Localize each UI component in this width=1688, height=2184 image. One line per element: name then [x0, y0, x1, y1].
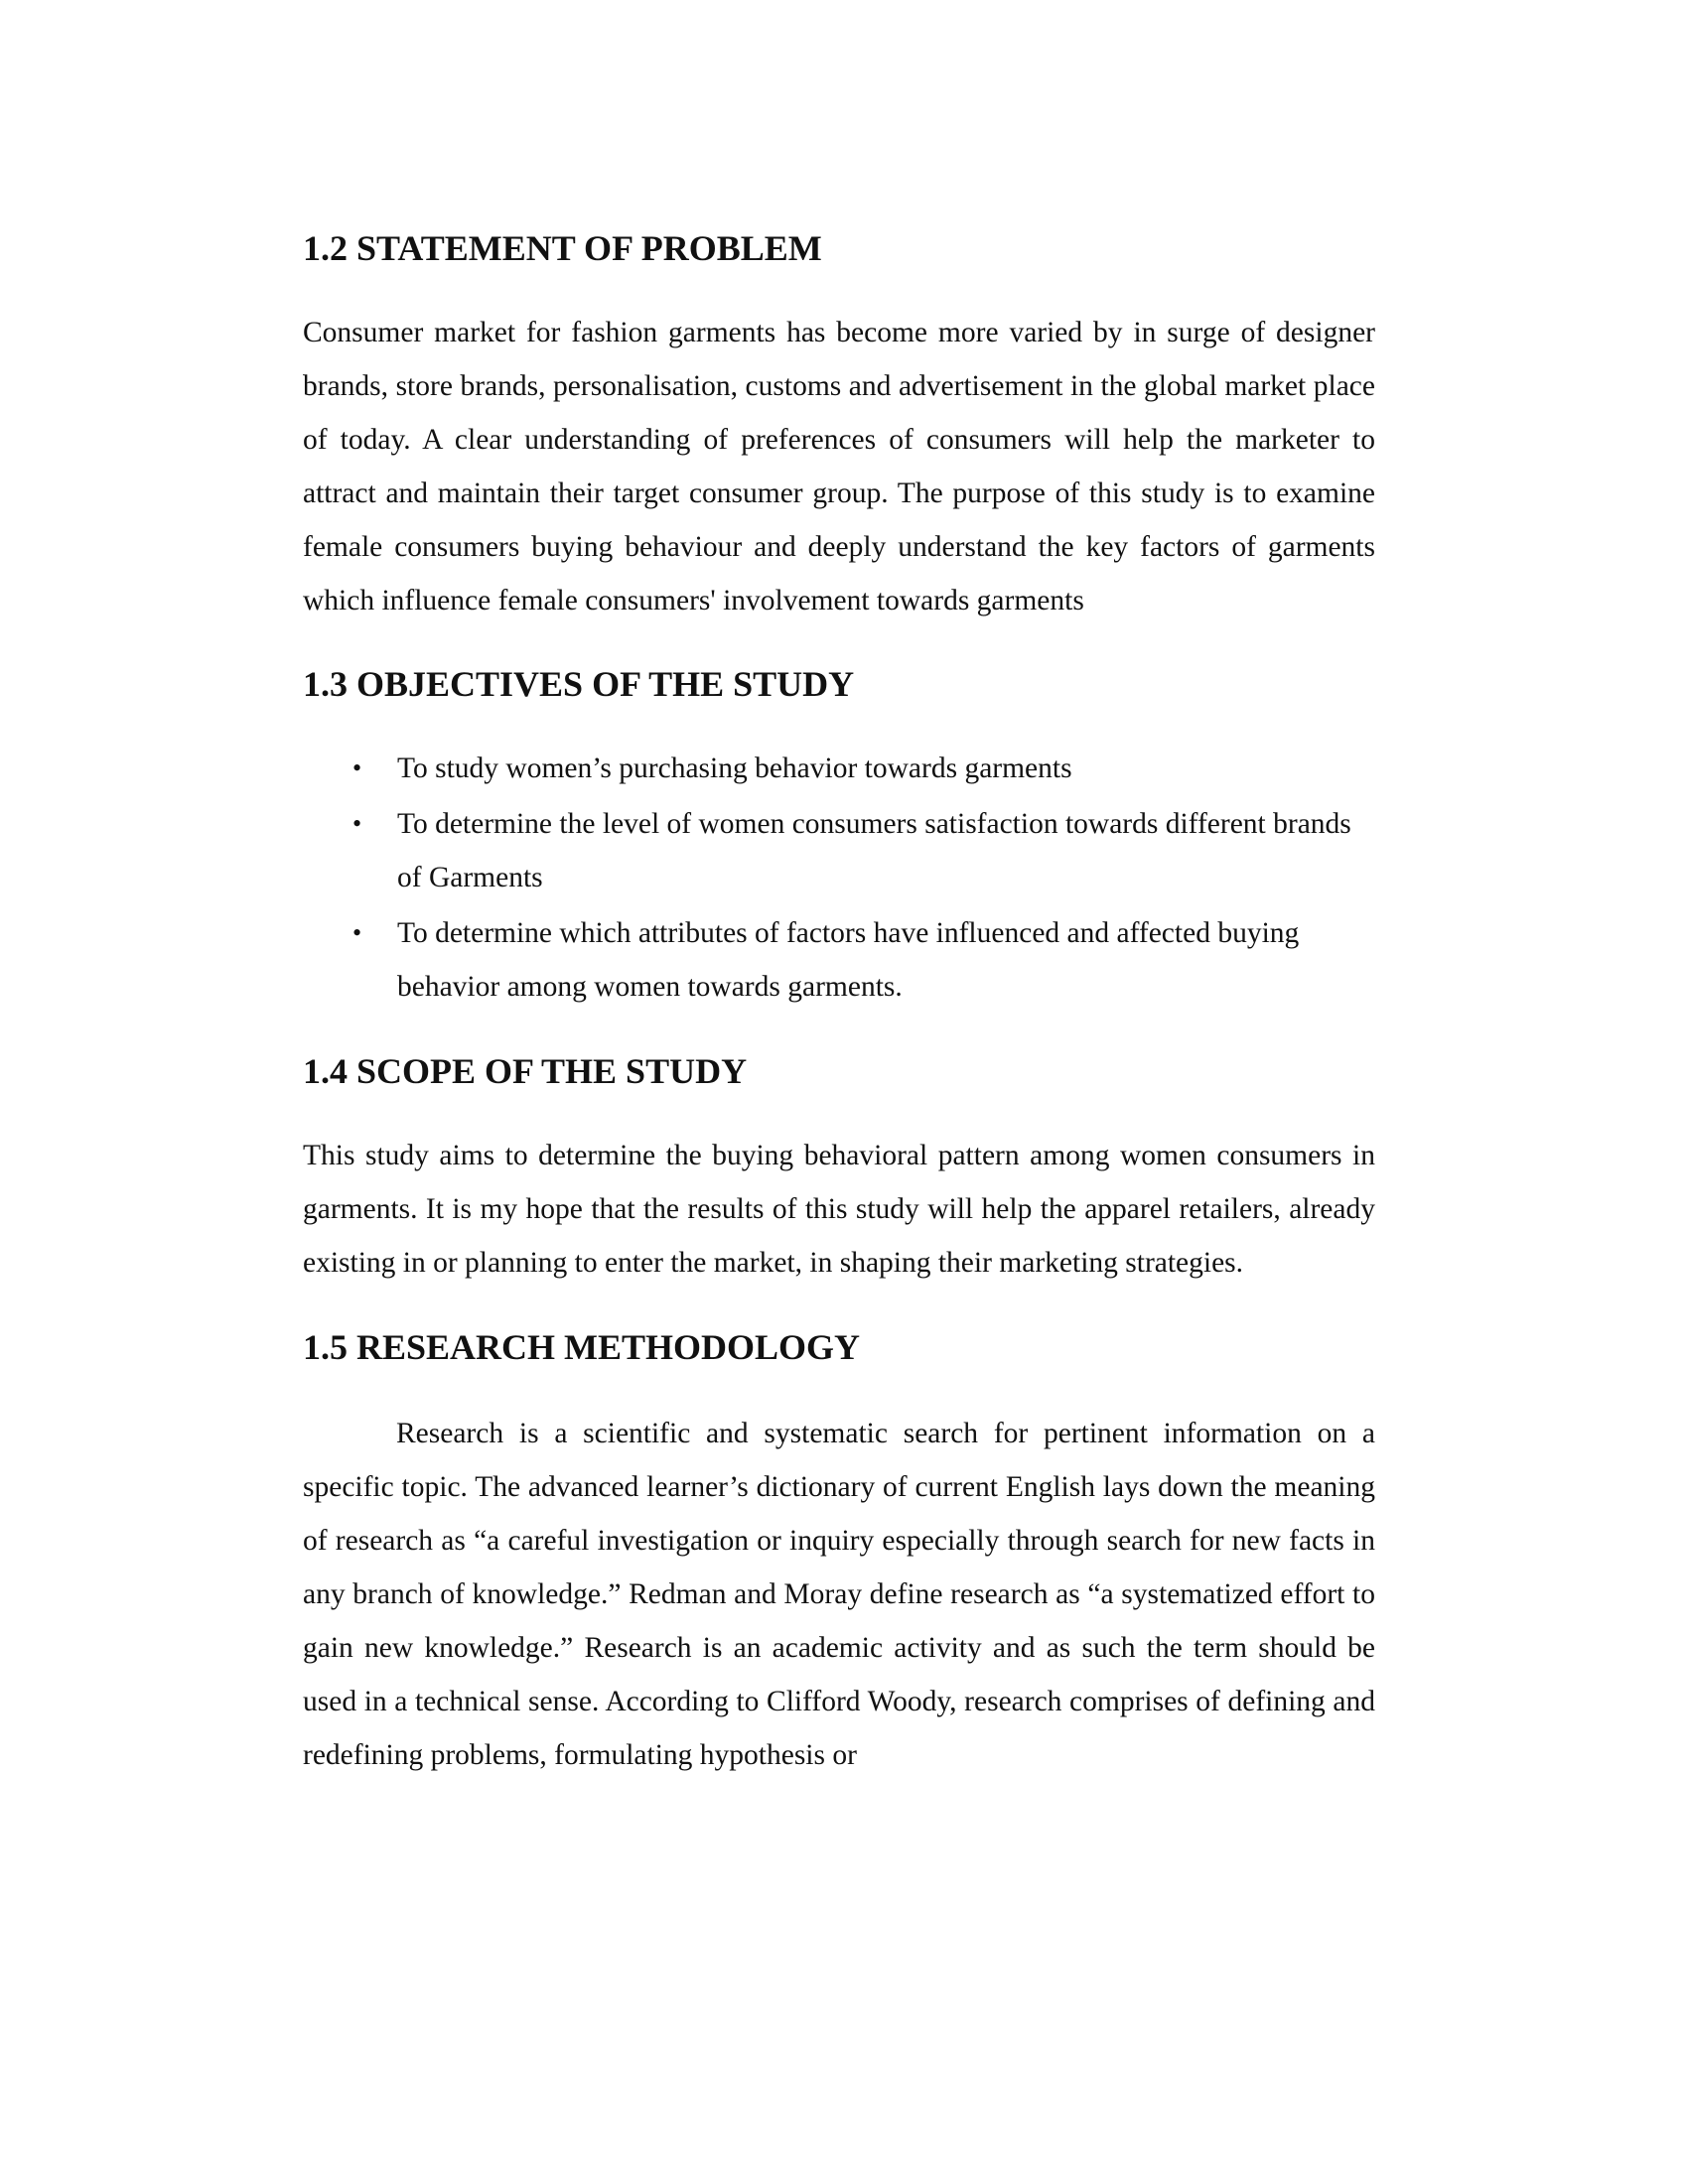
list-item: [303, 906, 1375, 1014]
paragraph-scope-of-study: This study aims to determine the buying behavioral pattern among women consumers in garments. It is my hope that the results of this study will help the apparel retailers, already existing in or planning to enter the market, in shaping their marketing strategies.: [303, 1140, 1375, 1279]
list-item: [303, 742, 1375, 795]
list-item-text: To determine the level of women consumers satisfaction towards different brands of Garments: [397, 808, 1351, 893]
page-content: [303, 226, 1375, 1782]
list-item-text: To study women’s purchasing behavior towards garments: [397, 752, 1072, 784]
heading-statement-of-problem: 1.2 STATEMENT OF PROBLEM: [303, 228, 822, 268]
paragraph-research-methodology: Research is a scientific and systematic search for pertinent information on a specific topic. The advanced learner’s dictionary of current English lays down the meaning of research as “a careful investigation or inquiry especially through search for new facts in any branch of knowledge.” Redman and Moray define research as “a systematized effort to gain new knowledge.” Research is an academic activity and as such the term should be used in a technical sense. According to Clifford Woody, research comprises of defining and redefining problems, formulating hypothesis or: [303, 1418, 1375, 1771]
heading-objectives-of-study: 1.3 OBJECTIVES OF THE STUDY: [303, 664, 855, 704]
bullet-icon: •: [352, 918, 362, 947]
list-item: [303, 797, 1375, 904]
heading-research-methodology: 1.5 RESEARCH METHODOLOGY: [303, 1327, 861, 1367]
heading-scope-of-study: 1.4 SCOPE OF THE STUDY: [303, 1051, 748, 1091]
objectives-list: [303, 742, 1375, 1014]
bullet-icon: •: [352, 753, 362, 782]
list-item-text: To determine which attributes of factors have influenced and affected buying behavior among women towards garments.: [397, 917, 1300, 1003]
paragraph-statement-of-problem: Consumer market for fashion garments has become more varied by in surge of designer brands, store brands, personalisation, customs and advertisement in the global market place of today. A clear understanding of preferences of consumers will help the marketer to attract and maintain their target consumer group. The purpose of this study is to examine female consumers buying behaviour and deeply understand the key factors of garments which influence female consumers' involvement towards garments: [303, 317, 1375, 616]
bullet-icon: •: [352, 809, 362, 838]
